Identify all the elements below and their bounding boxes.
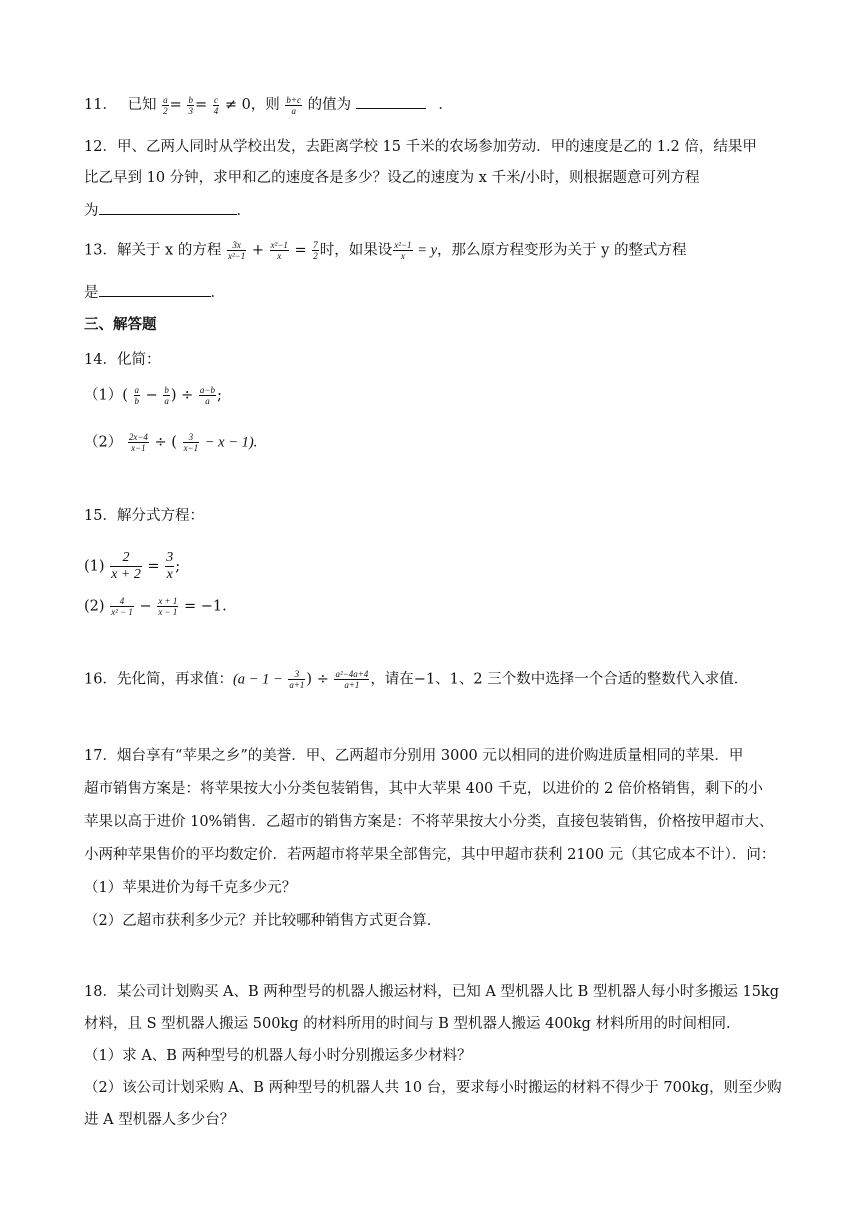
question-15-part-1: (1) $\frac{2}{x + 2}$ = $\frac{3}{x}$ ; — [84, 550, 181, 582]
question-14-part-1: （1）( $\frac{a}{b}$ − $\frac{b}{a}$ ) ÷ $\frac{a-b}{a}$ ; — [84, 385, 222, 406]
answer-blank-11[interactable] — [356, 94, 426, 109]
question-14-part-2: （2） $\frac{2x-4}{x-1}$ ÷ ( $\frac{3}{x-1}$ − x − 1). — [84, 432, 258, 453]
question-17-line-3: 苹果以高于进价 10%销售．乙超市的销售方案是：不将苹果按大小分类，直接包装销售，价格按甲超市大、 — [84, 814, 774, 830]
q11-post: 的值为 — [307, 97, 352, 113]
section-heading: 三、解答题 — [84, 316, 157, 333]
q11-neq: ≠ 0，则 — [224, 97, 280, 113]
fraction-substitution: $\frac{\text{x²−1}}{x}$ — [394, 240, 412, 261]
fraction-b-over-3: $\frac{b}{3}$ — [188, 94, 193, 116]
question-17-part-2: （2）乙超市获利多少元？并比较哪种销售方式更合算． — [84, 913, 442, 929]
fraction-3x: $\frac{3x}{\text{x²−1}}$ — [227, 240, 246, 261]
question-13-line-1: 13．解关于 x 的方程 $\frac{3x}{\text{x²−1}}$ + $\frac{\text{x²−1}}{x}$ = $\frac{7}{2}$ 时，如果设 $\frac{\text{x²−1}}{x}$ = y，那么原方程变形为关于 y 的整式方程 — [84, 240, 687, 261]
question-17-line-1: 17．烟台享有“苹果之乡”的美誉．甲、乙两超市分别用 3000 元以相同的进价购进质量相同的苹果．甲 — [84, 748, 744, 764]
question-18-line-1: 18．某公司计划购买 A、B 两种型号的机器人搬运材料，已知 A 型机器人比 B 型机器人每小时多搬运 15kg — [84, 984, 779, 1000]
question-17-line-2: 超市销售方案是：将苹果按大小分类包装销售，其中大苹果 400 千克，以进价的 2 倍价格销售，剩下的小 — [84, 781, 763, 797]
fraction-x2-1-over-x: $\frac{\text{x²−1}}{x}$ — [270, 240, 288, 261]
question-12-line-1: 12．甲、乙两人同时从学校出发，去距离学校 15 千米的农场参加劳动．甲的速度是乙的 1.2 倍，结果甲 — [84, 139, 757, 155]
fraction-7-over-2: $\frac{7}{2}$ — [313, 240, 318, 261]
answer-blank-12[interactable] — [99, 200, 237, 215]
question-17-part-1: （1）苹果进价为每千克多少元？ — [84, 880, 297, 896]
answer-blank-13[interactable] — [99, 282, 211, 297]
question-15-title: 15．解分式方程： — [84, 508, 204, 524]
fraction-c-over-4: $\frac{c}{4}$ — [213, 94, 219, 116]
q11-number: 11． — [84, 97, 117, 113]
question-12-line-3: 为 ． — [84, 200, 251, 221]
question-17-line-4: 小两种苹果售价的平均数定价．若两超市将苹果全部售完，其中甲超市获利 2100 元（其它成本不计）．问： — [84, 847, 776, 863]
fraction-bc-over-a: $\frac{b+c}{a}$ — [286, 94, 301, 116]
question-16: 16．先化简，再求值：(a − 1 − $\frac{3}{a+1}$ ) ÷ $\frac{\text{a²−4a+4}}{a+1}$ ，请在−1、1、2 三个数中选择一个合适的整数代入求值． — [84, 669, 749, 690]
question-18-line-5: 进 A 型机器人多少台？ — [84, 1112, 235, 1128]
question-12-line-2: 比乙早到 10 分钟，求甲和乙的速度各是多少？设乙的速度为 x 千米/小时，则根据题意可列方程 — [84, 170, 700, 186]
question-15-part-2: (2) $\frac{4}{\text{x² − 1}}$ − $\frac{x + 1}{x - 1}$ = −1. — [84, 596, 227, 617]
question-18-part-1: （1）求 A、B 两种型号的机器人每小时分别搬运多少材料？ — [84, 1048, 472, 1064]
question-13-line-2: 是 ． — [84, 282, 225, 303]
question-14-title: 14．化简： — [84, 352, 161, 368]
q11-prefix: 已知 — [127, 97, 157, 113]
question-18-line-2: 材料，且 S 型机器人搬运 500kg 的材料所用的时间与 B 型机器人搬运 400kg 材料所用的时间相同. — [84, 1016, 731, 1032]
fraction-a-over-2: $\frac{a}{2}$ — [163, 94, 168, 116]
question-18-part-2: （2）该公司计划采购 A、B 两种型号的机器人共 10 台，要求每小时搬运的材料不得少于 700kg，则至少购 — [84, 1080, 782, 1096]
question-11: 11． 已知 $\frac{a}{2}$ = $\frac{b}{3}$ = $\frac{c}{4}$ ≠ 0，则 $\frac{b+c}{a}$ 的值为 ． — [84, 94, 453, 116]
